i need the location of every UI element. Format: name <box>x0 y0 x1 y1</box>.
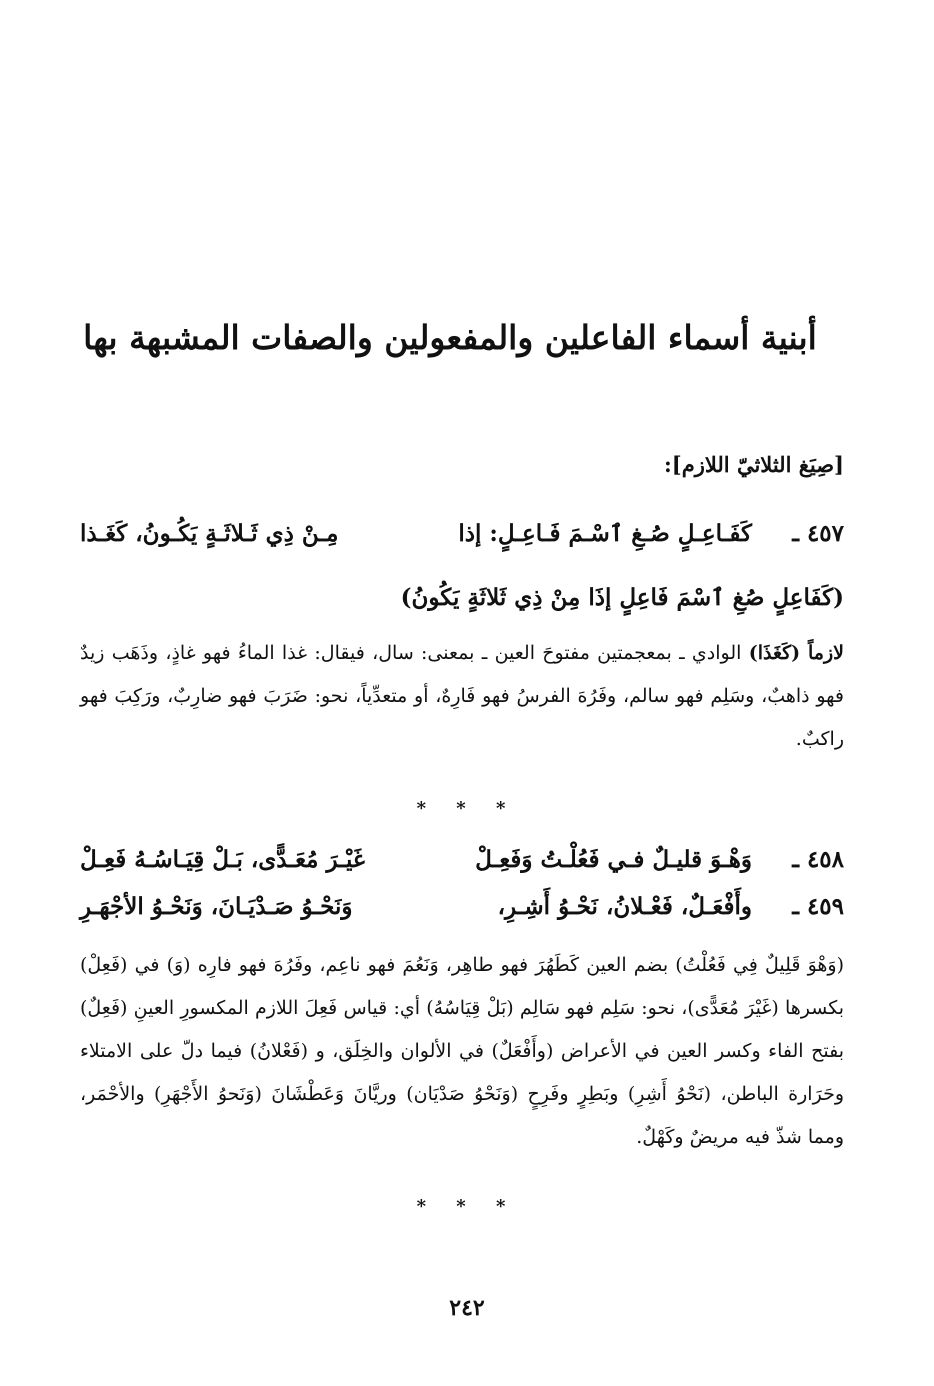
verse-457 <box>80 520 844 560</box>
verse-457-repeat <box>80 584 844 624</box>
verse-number: ٤٥٩ ـ <box>792 893 844 920</box>
verse-hemistich-second: مِـنْ ذِي ثَـلاثَـةٍ يَكُـونُ، كَغَـذا <box>80 520 339 547</box>
verse-hemistich-first: وَهْـوَ قليـلٌ فـي فَعُلْـتُ وَفَعِـلْ <box>475 846 752 873</box>
commentary-458-459 <box>80 944 844 1159</box>
commentary-lead: لازماً (كَغَذَا) <box>748 642 844 664</box>
commentary-457 <box>80 632 844 761</box>
section-separator: * * * <box>416 798 518 819</box>
verse-hemistich-first: كَفَـاعِـلٍ صُـغِ ٱسْـمَ فَـاعِـلٍ: إذا <box>458 520 752 547</box>
commentary-text: (وَهْوَ قَلِيلٌ فِي فَعُلْتُ) بضم العين كَطَهُرَ فهو طاهِر، وَنَعُمَ فهو ناعِم، وفَرُهَ فهو فارِه (وَ) في (فَعِلْ) بكسرها (غَيْرَ مُعَدًّى)، نحو: سَلِم فهو سَالِم (بَلْ قِيَاسُهُ) أي: قياس فَعِلَ اللازم المكسورِ العينِ (فَعِلٌ) بفتح الفاء وكسر العين في الأعراض (وأَفْعَلٌ) في الألوان والخِلَق، و (فَعْلانُ) فيما دلّ على الامتلاء وحَرَارة الباطن، (نَحْوُ أَشِرِ) وبَطِرٍ وفَرِحٍ (وَنَحْوُ صَدْيَان) وريَّانَ وَعَطْشَانَ (وَنَحوُ الأَجْهَرِ) والأحْمَر، ومما شذّ فيه مريضٌ وكَهْلٌ. <box>80 954 844 1148</box>
verse-quoted-line: (كَفَاعِلٍ صُغِ ٱسْمَ فَاعِلٍ إذَا مِنْ ذِي ثَلاثَةٍ يَكُونُ) <box>400 584 844 611</box>
section-separator: * * * <box>416 1196 518 1217</box>
section-heading: [صِيَغ الثلاثيّ اللازم]: <box>664 452 844 477</box>
page-number: ٢٤٢ <box>449 1295 485 1321</box>
verse-458 <box>80 846 844 886</box>
verse-hemistich-second: وَنَحْـوُ صَـدْيَـانَ، وَنَحْـوُ الأجْهَـرِ <box>80 893 353 920</box>
commentary-text: الوادي ـ بمعجمتين مفتوحَ العين ـ بمعنى: سال، فيقال: غذا الماءُ فهو غاذٍ، وذَهَب زيدٌ فهو ذاهبٌ، وسَلِم فهو سالم، وفَرُهَ الفرسُ فهو فَارِهٌ، أو متعدِّياً، نحو: ضَرَبَ فهو ضارِبٌ، ورَكِبَ فهو راكبٌ. <box>80 642 844 750</box>
verse-hemistich-second: غَيْـرَ مُعَـدًّى، بَـلْ قِيَـاسُـهُ فَعِـلْ <box>80 846 365 873</box>
chapter-title: أبنية أسماء الفاعلين والمفعولين والصفات المشبهة بها <box>83 318 817 357</box>
verse-hemistich-first: وأَفْعَـلٌ، فَعْـلانُ، نَحْـوُ أَشِـرِ، <box>497 893 752 920</box>
verse-number: ٤٥٧ ـ <box>792 520 844 547</box>
verse-459 <box>80 893 844 933</box>
verse-number: ٤٥٨ ـ <box>792 846 844 873</box>
